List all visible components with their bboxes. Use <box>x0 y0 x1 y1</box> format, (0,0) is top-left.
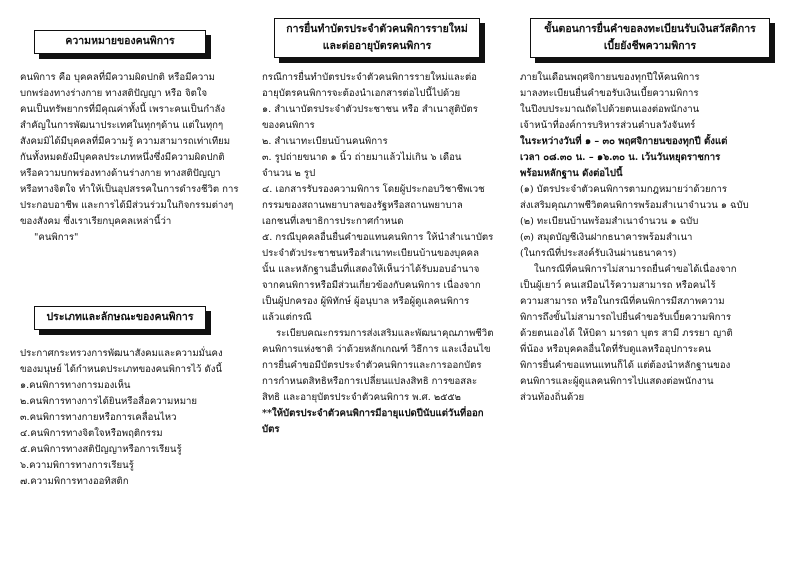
card-text-line: ๓. รูปถ่ายขนาด ๑ นิ้ว ถ่ายมาแล้วไม่เกิน ๖ เดือน <box>262 152 462 163</box>
type-item: ๑.คนพิการทางการมองเห็น <box>20 380 131 391</box>
allowance-proxy-line: ส่วนท้องถิ่นด้วย <box>520 392 585 403</box>
card-text-line: ประจำตัวประชาชนหรือสำเนาทะเบียนบ้านของบุคคล <box>262 248 479 259</box>
heading-disability-types: ประเภทและลักษณะของคนพิการ <box>34 306 206 330</box>
definition-line: ของสังคม ซึ่งเราเรียกบุคคลเหล่านี้ว่า <box>20 216 172 227</box>
card-text-line: นั้น และหลักฐานอื่นที่แสดงให้เห็นว่าได้รับมอบอำนาจ <box>262 264 480 275</box>
heading-line: ขั้นตอนการยื่นคำขอลงทะเบียนรับเงินสวัสดิการ <box>544 23 756 35</box>
heading-card-application <box>274 18 480 58</box>
type-item: ๔.คนพิการทางจิตใจหรือพฤติกรรม <box>20 428 163 439</box>
card-text-line: ๒. สำเนาทะเบียนบ้านคนพิการ <box>262 136 388 147</box>
column-disability-definition <box>20 0 258 566</box>
type-item: ๒.คนพิการทางการได้ยินหรือสื่อความหมาย <box>20 396 198 407</box>
card-validity-note: บัตร <box>262 424 280 435</box>
allowance-proxy-line: ความสามารถ หรือในกรณีที่คนพิการมีสภาพความ <box>520 296 725 307</box>
card-text-line: ๔. เอกสารรับรองความพิการ โดยผู้ประกอบวิชาชีพเวช <box>262 184 485 195</box>
allowance-document-item: (๒) ทะเบียนบ้านพร้อมสำเนาจำนวน ๑ ฉบับ <box>520 216 699 227</box>
allowance-proxy-line: คนพิการและผู้ดูแลคนพิการไปแสดงต่อพนักงาน <box>520 376 714 387</box>
card-text-line: ๑. สำเนาบัตรประจำตัวประชาชน หรือ สำเนาสูติบัตร <box>262 104 478 115</box>
definition-paragraph <box>20 70 258 246</box>
card-text-line: จากคนพิการหรือมีส่วนเกี่ยวข้องกับคนพิการ เนื่องจาก <box>262 280 481 291</box>
allowance-document-item: (๑) บัตรประจำตัวคนพิการตามกฎหมายว่าด้วยการ <box>520 184 727 195</box>
card-text-line: ของคนพิการ <box>262 120 315 131</box>
type-item: ๖.ความพิการทางการเรียนรู้ <box>20 460 134 471</box>
allowance-proxy-line: พี่น้อง หรือบุคคลอื่นใดที่รับดูแลหรืออุปการะคน <box>520 344 712 355</box>
types-section <box>20 346 258 490</box>
card-text-line: จำนวน ๒ รูป <box>262 168 316 179</box>
allowance-proxy-line: เป็นผู้เยาว์ คนเสมือนไร้ความสามารถ หรือคนไร้ <box>520 280 716 291</box>
allowance-intro-line: มาลงทะเบียนยื่นคำขอรับเงินเบี้ยความพิการ <box>520 88 699 99</box>
card-text-line: เป็นผู้ปกครอง ผู้พิทักษ์ ผู้อนุบาล หรือผู้ดูแลคนพิการ <box>262 296 470 307</box>
definition-line: สำคัญในการพัฒนาประเทศในทุกๆด้าน แต่ในทุกๆ <box>20 120 224 131</box>
type-item: ๓.คนพิการทางกายหรือการเคลื่อนไหว <box>20 412 177 423</box>
types-intro-line: ประกาศกระทรวงการพัฒนาสังคมและความมั่นคง <box>20 348 223 359</box>
allowance-body <box>520 70 785 406</box>
card-text-line: การกำหนดสิทธิหรือการเปลี่ยนแปลงสิทธิ การขอสละ <box>262 376 478 387</box>
card-text-line: สิทธิ และอายุบัตรประจำตัวคนพิการ พ.ศ. ๒๕๕๒ <box>262 392 461 403</box>
definition-line: คนพิการ คือ บุคคลที่มีความผิดปกติ หรือมีความ <box>20 72 216 83</box>
allowance-proxy-line: ด้วยตนเองได้ ให้บิดา มารดา บุตร สามี ภรรยา ญาติ <box>520 328 733 339</box>
card-text-line: เอกชนที่เลขาธิการประกาศกำหนด <box>262 216 404 227</box>
allowance-document-item: (ในกรณีที่ประสงค์รับเงินผ่านธนาคาร) <box>520 248 677 259</box>
card-documents-list <box>262 70 510 438</box>
card-text-line: ระเบียบคณะกรรมการส่งเสริมและพัฒนาคุณภาพชีวิต <box>276 328 494 339</box>
column-card-application <box>262 0 510 566</box>
allowance-proxy-line: ในกรณีที่คนพิการไม่สามารถยื่นคำขอได้เนื่องจาก <box>534 264 737 275</box>
card-text-line: ๕. กรณีบุคคลอื่นยื่นคำขอแทนคนพิการ ให้นำสำเนาบัตร <box>262 232 494 243</box>
heading-line: และต่ออายุบัตรคนพิการ <box>322 40 432 52</box>
allowance-schedule-line: เวลา ๐๘.๓๐ น. – ๑๖.๓๐ น. เว้นวันหยุดราชการ <box>520 152 721 163</box>
allowance-intro-line: ภายในเดือนพฤศจิกายนของทุกปีให้คนพิการ <box>520 72 700 83</box>
type-item: ๗.ความพิการทางออทิสติก <box>20 476 129 487</box>
allowance-proxy-line: พิการถึงขั้นไม่สามารถไปยื่นคำขอรับเบี้ยความพิการ <box>520 312 731 323</box>
type-item: ๕.คนพิการทางสติปัญญาหรือการเรียนรู้ <box>20 444 182 455</box>
definition-line: คนเป็นทรัพยากรที่มีคุณค่าทั้งนี้ เพราะคนเป็นกำลัง <box>20 104 226 115</box>
definition-line: บกพร่องทางร่างกาย ทางสติปัญญา หรือ จิตใจ <box>20 88 208 99</box>
heading-line: การยื่นทำบัตรประจำตัวคนพิการรายใหม่ <box>286 23 468 35</box>
allowance-document-item: (๓) สมุดบัญชีเงินฝากธนาคารพร้อมสำเนา <box>520 232 693 243</box>
card-text-line: แล้วแต่กรณี <box>262 312 312 323</box>
card-text-line: อายุบัตรคนพิการจะต้องนำเอกสารต่อไปนี้ไปด้วย <box>262 88 461 99</box>
card-text-line: คนพิการแห่งชาติ ว่าด้วยหลักเกณฑ์ วิธีการ และเงื่อนไข <box>262 344 491 355</box>
definition-line: ประกอบอาชีพ และการได้มีส่วนร่วมในกิจกรรมต่างๆ <box>20 200 234 211</box>
card-text-line: การยื่นคำขอมีบัตรประจำตัวคนพิการและการออกบัตร <box>262 360 482 371</box>
heading-disability-meaning: ความหมายของคนพิการ <box>34 30 206 54</box>
column-allowance-registration <box>520 0 785 566</box>
allowance-intro-line: ในปีงบประมาณถัดไปด้วยตนเองต่อพนักงาน <box>520 104 700 115</box>
card-text-line: กรณีการยื่นทำบัตรประจำตัวคนพิการรายใหม่และต่อ <box>262 72 477 83</box>
allowance-document-item: ส่งเสริมคุณภาพชีวิตคนพิการพร้อมสำเนาจำนวน ๑ ฉบับ <box>520 200 749 211</box>
definition-line: กันทั้งหมดยังมีบุคคลประเภทหนึ่งซึ่งมีความผิดปกติ <box>20 152 225 163</box>
definition-term: "คนพิการ" <box>34 232 79 243</box>
heading-allowance-registration <box>530 18 770 58</box>
heading-line: เบี้ยยังชีพความพิการ <box>603 40 697 52</box>
types-intro-line: ของมนุษย์ ได้กำหนดประเภทของคนพิการไว้ ดังนี้ <box>20 364 222 375</box>
allowance-schedule-line: ในระหว่างวันที่ ๑ – ๓๐ พฤศจิกายนของทุกปี ตั้งแต่ <box>520 136 728 147</box>
allowance-proxy-line: พิการยื่นคำขอแทนแทนก็ได้ แต่ต้องนำหลักฐานของ <box>520 360 731 371</box>
card-validity-note: **ให้บัตรประจำตัวคนพิการมีอายุแปดปีนับแต่วันที่ออก <box>262 408 484 419</box>
definition-line: หรือความบกพร่องทางด้านร่างกาย ทางสติปัญญา <box>20 168 221 179</box>
allowance-intro-line: เจ้าหน้าที่องค์การบริหารส่วนตำบลวังจันทร์ <box>520 120 696 131</box>
definition-line: หรือทางจิตใจ ทำให้เป็นอุปสรรคในการดำรงชีวิต การ <box>20 184 239 195</box>
card-text-line: กรรมของสถานพยาบาลของรัฐหรือสถานพยาบาล <box>262 200 463 211</box>
definition-line: สังคมมิได้มีบุคคลที่มีความรู้ ความสามารถเท่าเทียม <box>20 136 231 147</box>
allowance-schedule-line: พร้อมหลักฐาน ดังต่อไปนี้ <box>520 168 623 179</box>
